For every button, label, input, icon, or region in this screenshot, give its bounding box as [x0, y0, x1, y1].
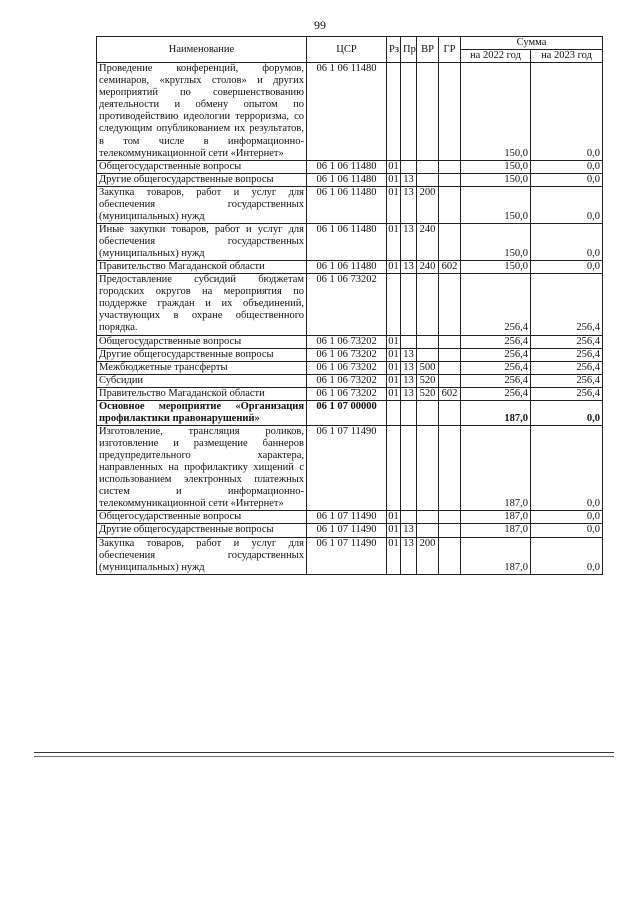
header-year-2022: на 2022 год	[461, 50, 531, 63]
cell-rz: 01	[388, 348, 399, 360]
cell-pr	[401, 400, 417, 425]
footer-divider-secondary	[34, 756, 614, 757]
footer-divider	[34, 752, 614, 753]
cell-sum-2023: 0,0	[531, 261, 603, 274]
cell-rz: 01	[388, 387, 399, 399]
cell-csr: 06 1 06 73202	[307, 348, 387, 361]
cell-vr	[417, 160, 439, 173]
cell-vr: 200	[417, 537, 439, 574]
cell-vr	[417, 274, 439, 335]
cell-sum-2023: 256,4	[531, 361, 603, 374]
cell-vr: 200	[417, 186, 439, 223]
cell-gr	[439, 348, 461, 361]
cell-name: Другие общегосударственные вопросы	[97, 173, 307, 186]
table-row	[97, 511, 603, 524]
cell-csr: 06 1 07 11490	[307, 524, 387, 537]
table-row	[97, 173, 603, 186]
cell-sum-2022: 256,4	[461, 274, 531, 335]
cell-sum-2022: 150,0	[461, 173, 531, 186]
cell-sum-2023: 256,4	[531, 335, 603, 348]
cell-gr	[439, 63, 461, 161]
cell-pr	[401, 425, 417, 510]
table-row	[97, 537, 603, 574]
cell-rz: 01	[387, 223, 401, 260]
cell-sum-2022: 150,0	[461, 223, 531, 260]
table-row	[97, 186, 603, 223]
cell-rz: 01	[388, 374, 399, 386]
cell-sum-2023: 0,0	[531, 160, 603, 173]
cell-rz	[387, 274, 401, 335]
cell-pr: 13	[401, 387, 417, 400]
cell-sum-2023: 256,4	[531, 374, 603, 387]
table-row	[97, 335, 603, 348]
header-sum: Сумма	[461, 37, 603, 50]
cell-gr	[439, 537, 461, 574]
cell-name: Общегосударственные вопросы	[97, 511, 307, 524]
cell-vr	[417, 400, 439, 425]
cell-csr: 06 1 06 11480	[307, 63, 387, 161]
cell-name: Основное мероприятие «Организация профилактики правонарушений»	[97, 400, 307, 425]
cell-sum-2023: 256,4	[531, 387, 603, 400]
cell-pr	[401, 160, 417, 173]
cell-sum-2023: 0,0	[531, 537, 603, 574]
cell-pr: 13	[401, 173, 417, 186]
cell-sum-2022: 187,0	[461, 425, 531, 510]
header-csr: ЦСР	[307, 37, 387, 63]
cell-rz: 01	[388, 511, 399, 523]
cell-sum-2022: 256,4	[461, 361, 531, 374]
cell-sum-2022: 150,0	[461, 160, 531, 173]
cell-rz	[387, 425, 401, 510]
cell-vr	[417, 63, 439, 161]
cell-sum-2022: 256,4	[461, 335, 531, 348]
table-row	[97, 400, 603, 425]
cell-vr: 520	[417, 387, 439, 400]
cell-csr: 06 1 06 11480	[307, 160, 387, 173]
header-vr: ВР	[417, 37, 439, 63]
cell-gr: 602	[439, 387, 461, 400]
cell-name: Другие общегосударственные вопросы	[97, 348, 307, 361]
cell-sum-2022: 187,0	[461, 537, 531, 574]
table-row	[97, 223, 603, 260]
cell-name: Закупка товаров, работ и услуг для обеспечения государственных (муниципальных) нужд	[97, 537, 307, 574]
header-name: Наименование	[97, 37, 307, 63]
cell-gr	[439, 511, 461, 524]
header-gr: ГР	[439, 37, 461, 63]
cell-sum-2023: 0,0	[531, 524, 603, 537]
page-number: 99	[314, 18, 326, 32]
cell-sum-2022: 256,4	[461, 374, 531, 387]
cell-name: Другие общегосударственные вопросы	[97, 524, 307, 537]
header-year-2023: на 2023 год	[531, 50, 603, 63]
cell-rz: 01	[388, 160, 399, 172]
cell-pr: 13	[401, 223, 417, 260]
table-row	[97, 387, 603, 400]
cell-sum-2022: 150,0	[461, 261, 531, 274]
cell-rz: 01	[388, 361, 399, 373]
cell-gr	[439, 160, 461, 173]
cell-pr: 13	[401, 524, 417, 537]
table-header	[97, 37, 603, 63]
cell-pr: 13	[401, 361, 417, 374]
cell-name: Предоставление субсидий бюджетам городских округов на мероприятия по поддержке граждан и их объединений, участвующих в охране общественного порядка.	[97, 274, 307, 335]
cell-sum-2023: 0,0	[531, 400, 603, 425]
cell-vr: 520	[417, 374, 439, 387]
cell-csr: 06 1 06 73202	[307, 274, 387, 335]
cell-csr: 06 1 06 73202	[307, 361, 387, 374]
cell-gr	[439, 173, 461, 186]
table-row	[97, 348, 603, 361]
cell-pr: 13	[401, 537, 417, 574]
cell-sum-2023: 0,0	[531, 173, 603, 186]
cell-csr: 06 1 06 11480	[307, 261, 387, 274]
cell-name: Субсидии	[97, 374, 307, 387]
cell-vr	[417, 335, 439, 348]
cell-vr	[417, 524, 439, 537]
cell-pr	[401, 63, 417, 161]
cell-csr: 06 1 06 73202	[307, 335, 387, 348]
cell-rz: 01	[388, 335, 399, 347]
cell-pr: 13	[401, 186, 417, 223]
cell-pr: 13	[401, 348, 417, 361]
cell-rz: 01	[387, 186, 401, 223]
cell-vr	[417, 511, 439, 524]
cell-pr	[401, 335, 417, 348]
cell-rz: 01	[388, 173, 399, 185]
cell-gr	[439, 400, 461, 425]
cell-pr: 13	[401, 374, 417, 387]
table-body	[97, 63, 603, 575]
table-row	[97, 160, 603, 173]
cell-name: Межбюджетные трансферты	[97, 361, 307, 374]
cell-sum-2023: 0,0	[531, 223, 603, 260]
table-row	[97, 524, 603, 537]
cell-name: Иные закупки товаров, работ и услуг для обеспечения государственных (муниципальных) нужд	[97, 223, 307, 260]
table-row	[97, 425, 603, 510]
cell-rz	[387, 63, 401, 161]
cell-csr: 06 1 07 11490	[307, 511, 387, 524]
cell-name: Изготовление, трансляция роликов, изготовление и размещение баннеров предупредительного характера, направленных на профилактику хищений с использованием электронных платежных систем и информационно-телекоммуникационной сети «Интернет»	[97, 425, 307, 510]
cell-sum-2022: 187,0	[461, 511, 531, 524]
cell-gr	[439, 425, 461, 510]
header-rz: Рз	[387, 37, 401, 63]
cell-gr	[439, 374, 461, 387]
header-pr: Пр	[401, 37, 417, 63]
cell-gr: 602	[439, 261, 461, 274]
cell-name: Закупка товаров, работ и услуг для обеспечения государственных (муниципальных) нужд	[97, 186, 307, 223]
cell-sum-2023: 0,0	[531, 186, 603, 223]
cell-sum-2023: 0,0	[531, 63, 603, 161]
cell-csr: 06 1 06 11480	[307, 223, 387, 260]
cell-rz: 01	[388, 524, 399, 536]
table-row	[97, 261, 603, 274]
cell-name: Правительство Магаданской области	[97, 387, 307, 400]
cell-name: Правительство Магаданской области	[97, 261, 307, 274]
cell-gr	[439, 274, 461, 335]
cell-csr: 06 1 07 00000	[307, 400, 387, 425]
cell-gr	[439, 361, 461, 374]
table-row	[97, 361, 603, 374]
cell-vr	[417, 173, 439, 186]
cell-csr: 06 1 06 73202	[307, 374, 387, 387]
cell-pr	[401, 274, 417, 335]
cell-vr	[417, 348, 439, 361]
cell-csr: 06 1 06 11480	[307, 173, 387, 186]
cell-gr	[439, 524, 461, 537]
cell-vr	[417, 425, 439, 510]
cell-vr: 240	[417, 261, 439, 274]
cell-name: Общегосударственные вопросы	[97, 160, 307, 173]
cell-sum-2022: 150,0	[461, 186, 531, 223]
table-row	[97, 63, 603, 161]
cell-sum-2022: 187,0	[461, 524, 531, 537]
cell-pr	[401, 511, 417, 524]
cell-vr: 500	[417, 361, 439, 374]
cell-sum-2023: 0,0	[531, 511, 603, 524]
cell-name: Проведение конференций, форумов, семинаров, «круглых столов» и других мероприятий по совершенствованию деятельности и обмену опытом по противодействию идеологии терроризма, со следующим опубликованием их результатов, в том числе в информационно-телекоммуникационной сети «Интернет»	[97, 63, 307, 161]
cell-csr: 06 1 07 11490	[307, 537, 387, 574]
table-row	[97, 374, 603, 387]
cell-pr: 13	[401, 261, 417, 274]
cell-sum-2022: 187,0	[461, 400, 531, 425]
cell-csr: 06 1 06 73202	[307, 387, 387, 400]
cell-sum-2022: 256,4	[461, 348, 531, 361]
cell-sum-2023: 256,4	[531, 348, 603, 361]
cell-rz: 01	[387, 537, 401, 574]
cell-csr: 06 1 07 11490	[307, 425, 387, 510]
cell-rz: 01	[388, 261, 399, 273]
cell-sum-2023: 256,4	[531, 274, 603, 335]
table-row	[97, 274, 603, 335]
cell-gr	[439, 335, 461, 348]
budget-table	[96, 36, 603, 575]
cell-vr: 240	[417, 223, 439, 260]
cell-name: Общегосударственные вопросы	[97, 335, 307, 348]
cell-sum-2022: 256,4	[461, 387, 531, 400]
cell-gr	[439, 186, 461, 223]
cell-rz	[387, 400, 401, 425]
cell-csr: 06 1 06 11480	[307, 186, 387, 223]
cell-sum-2022: 150,0	[461, 63, 531, 161]
cell-sum-2023: 0,0	[531, 425, 603, 510]
cell-gr	[439, 223, 461, 260]
